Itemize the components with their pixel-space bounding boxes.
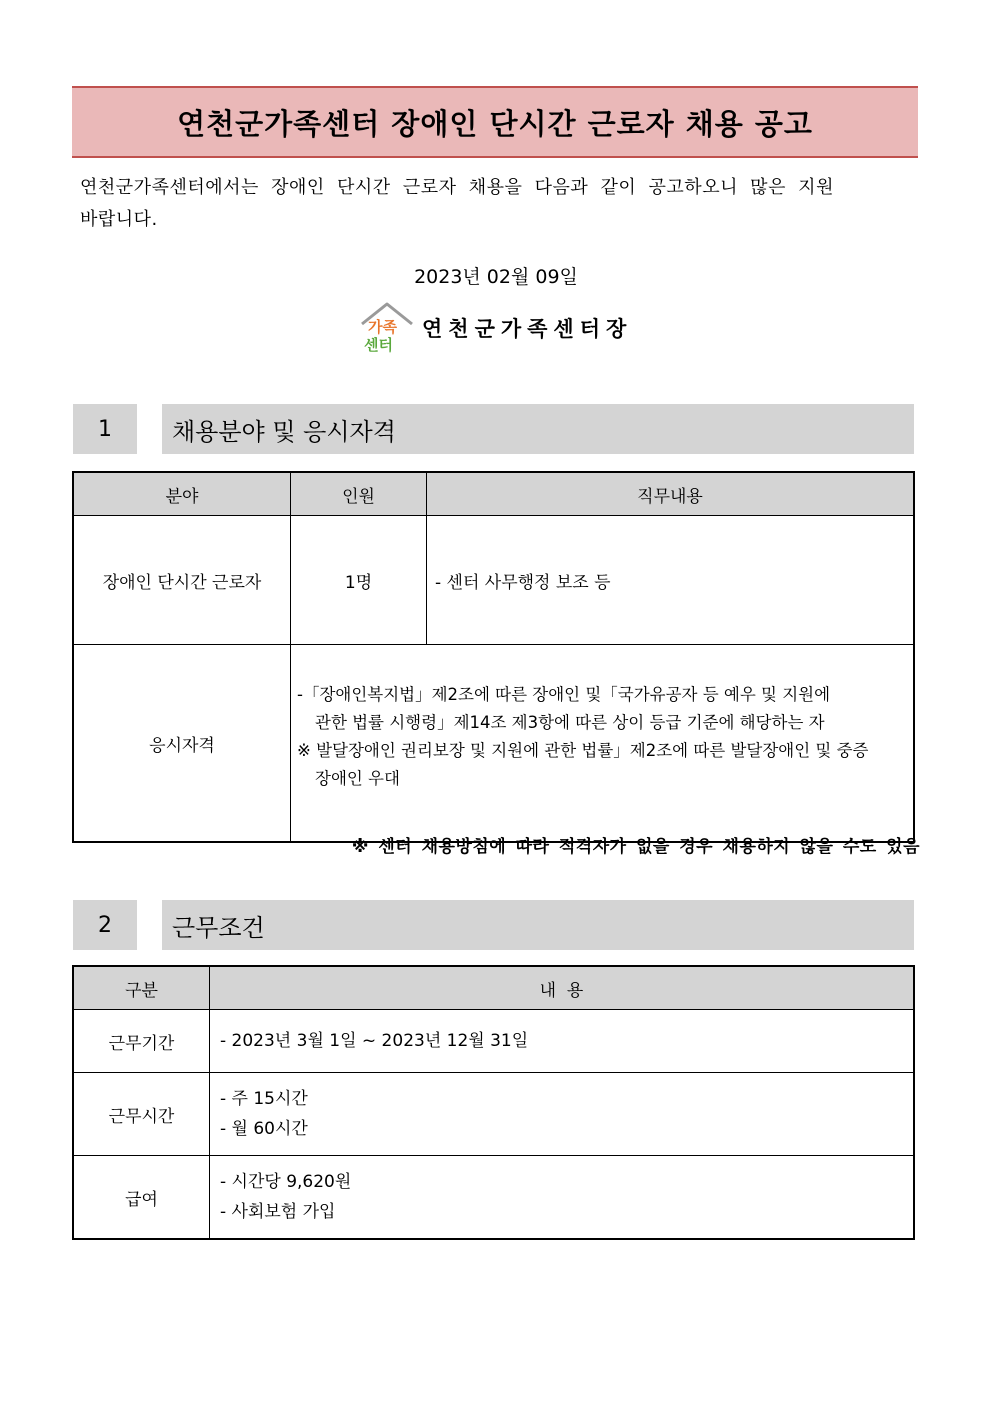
count-cell: 1명	[291, 516, 427, 645]
qualification-line: ※ 발달장애인 권리보장 및 지원에 관한 법률」제2조에 따른 발달장애인 및 중증	[297, 741, 869, 760]
logo-text-top: 가족	[368, 318, 397, 336]
header-count: 인원	[291, 473, 427, 516]
qualification-content	[291, 645, 914, 842]
period-label: 근무기간	[74, 1010, 210, 1073]
salary-label: 급여	[74, 1156, 210, 1239]
family-center-logo-icon	[358, 300, 416, 356]
header-duty: 직무내용	[427, 473, 914, 516]
intro-paragraph	[80, 172, 880, 236]
salary-line: - 시간당 9,620원	[220, 1172, 352, 1192]
duty-cell: - 센터 사무행정 보조 등	[427, 516, 914, 645]
announcement-date: 2023년 02월 09일	[414, 266, 578, 288]
table-row	[74, 1073, 914, 1156]
hours-line: - 주 15시간	[220, 1089, 308, 1109]
section-1-number: 1	[73, 404, 137, 454]
logo-text-bottom: 센터	[364, 336, 393, 354]
work-conditions-table	[73, 966, 914, 1239]
signature-name: 연천군가족센터장	[422, 317, 633, 341]
signature	[358, 300, 632, 356]
table-row	[74, 645, 914, 842]
table-row	[74, 1156, 914, 1239]
hours-value	[210, 1073, 914, 1156]
salary-value	[210, 1156, 914, 1239]
table-row	[74, 516, 914, 645]
header-category: 구분	[74, 967, 210, 1010]
salary-line: - 사회보험 가입	[220, 1202, 336, 1222]
intro-line: 연천군가족센터에서는 장애인 단시간 근로자 채용을 다음과 같이 공고하오니 많은 지원	[80, 177, 834, 198]
recruitment-note: ※ 센터 채용방침에 따라 적격자가 없을 경우 채용하지 않을 수도 있음	[351, 837, 920, 857]
hours-label: 근무시간	[74, 1073, 210, 1156]
qualification-line: 장애인 우대	[315, 769, 400, 788]
section-1-title: 채용분야 및 응시자격	[162, 404, 914, 454]
page-title: 연천군가족센터 장애인 단시간 근로자 채용 공고	[72, 86, 918, 158]
hours-line: - 월 60시간	[220, 1119, 308, 1139]
period-line: - 2023년 3월 1일 ~ 2023년 12월 31일	[220, 1031, 529, 1051]
section-2-title: 근무조건	[162, 900, 914, 950]
qualification-line: -「장애인복지법」제2조에 따른 장애인 및「국가유공자 등 예우 및 지원에	[297, 685, 831, 704]
section-2-number: 2	[73, 900, 137, 950]
header-content: 내 용	[210, 967, 914, 1010]
table-row	[74, 1010, 914, 1073]
field-cell: 장애인 단시간 근로자	[74, 516, 291, 645]
recruitment-table	[73, 472, 914, 842]
period-value	[210, 1010, 914, 1073]
header-field: 분야	[74, 473, 291, 516]
intro-line: 바랍니다.	[80, 209, 158, 230]
qualification-line: 관한 법률 시행령」제14조 제3항에 따른 상이 등급 기준에 해당하는 자	[315, 713, 825, 732]
qualification-label: 응시자격	[74, 645, 291, 842]
